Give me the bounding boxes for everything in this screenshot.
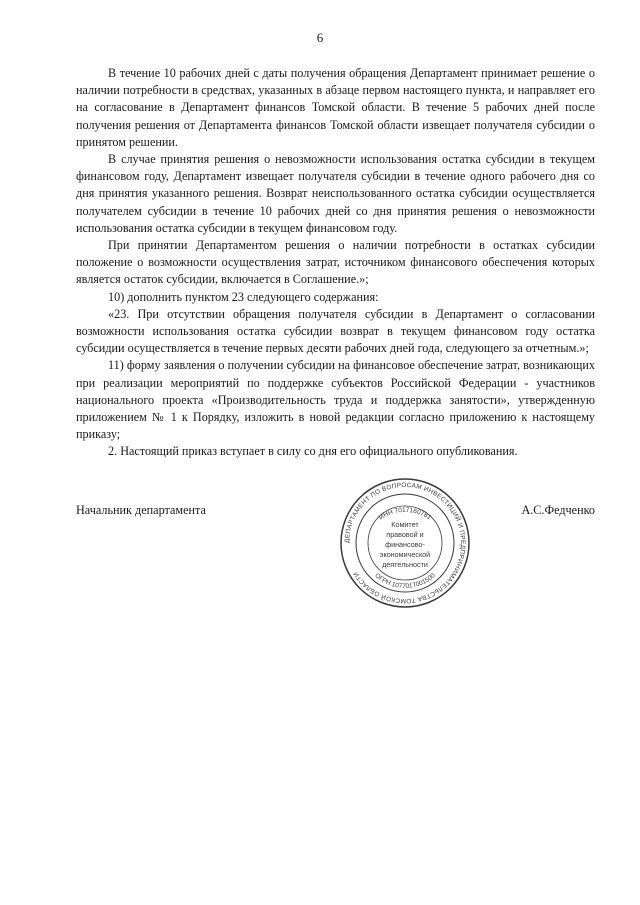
page-number: 6 — [316, 30, 324, 45]
seal-ring-text: ДЕПАРТАМЕНТ ПО ВОПРОСАМ ИНВЕСТИЦИЙ И ПРЕДПРИНИМАТЕЛЬСТВА ТОМСКОЙ ОБЛАСТИ — [343, 481, 467, 605]
seal-center-line: экономической — [379, 550, 431, 559]
paragraph-item-11: 11) форму заявления о получении субсидии на финансовое обеспечение затрат, возникающих при реализации мероприятий по поддержке субъектов Российской Федерации - участников национального проекта «Производительность труда и поддержка занятости», утвержденную приложением № 1 к Порядку, изложить в новой редакции согласно приложению к настоящему приказу; — [76, 358, 595, 442]
seal-center-line: финансово- — [385, 540, 425, 549]
signer-name: А.С.Федченко — [521, 503, 595, 517]
document-body — [76, 65, 595, 461]
seal-center-line: деятельности — [382, 560, 428, 569]
svg-text:ОГРН 1077017001500 — [373, 572, 437, 590]
paragraph-entry-into-force: 2. Настоящий приказ вступает в силу со дня его официального опубликования. — [108, 444, 518, 459]
official-seal-icon — [338, 476, 472, 610]
paragraph-item-10: 10) дополнить пунктом 23 следующего содержания: — [108, 289, 379, 304]
paragraph-approval-procedure: В течение 10 рабочих дней с даты получения обращения Департамент принимает решение о наличии потребности в средствах, указанных в абзаце первом настоящего пункта, и направляет его на согласование в Департамент финансов Томской области. В течение 5 рабочих дней после получения решения от Департамента финансов Томской области извещает получателя субсидии о принятом решении. — [76, 66, 595, 149]
paragraph-impossibility-decision: В случае принятия решения о невозможности использования остатка субсидии в текущем финансовом году, Департамент извещает получателя субсидии в течение одного рабочего дня со дня принятия указанного решения. Возврат неиспользованного остатка субсидии осуществляется получателем субсидии в течение 10 рабочих дней со дня принятия решения о невозможности использования остатка субсидии в текущем финансовом году. — [76, 152, 595, 235]
paragraph-clause-23: «23. При отсутствии обращения получателя субсидии в Департамент о согласовании возможности использования остатка субсидии возврат в текущем финансовом году остатка субсидии осуществляется в течение первых десяти рабочих дней года, следующего за отчетным.»; — [76, 306, 595, 356]
seal-center-line: Комитет — [391, 520, 419, 529]
seal-ogrn: ОГРН 1077017001500 — [373, 572, 437, 591]
seal-inn: ИНН 7017160781 — [377, 506, 433, 522]
seal-center-line: правовой и — [386, 530, 424, 539]
signer-title: Начальник департамента — [76, 503, 206, 517]
paragraph-agreement-inclusion: При принятии Департаментом решения о наличии потребности в остатках субсидии положение о возможности осуществления затрат, источником финансового обеспечения которых является остаток субсидии, включается в Соглашение.»; — [76, 238, 595, 287]
